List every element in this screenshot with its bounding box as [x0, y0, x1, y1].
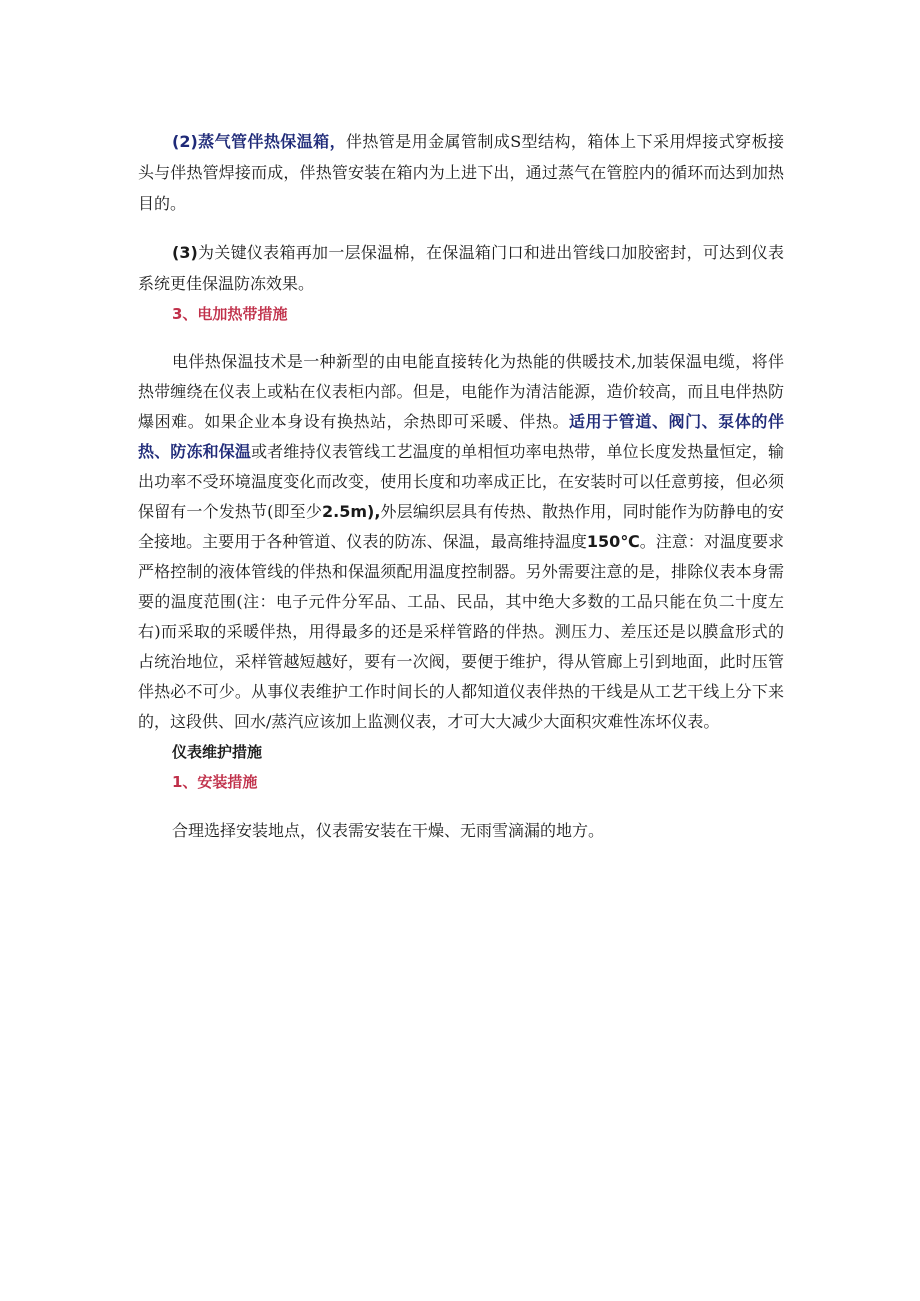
electric-text-mid: 外层编织层具有传热、散热作用，同时能作为防静电的安全接地。主要用于各种管道、仪表的防冻、保温，最高维持温度	[138, 502, 784, 551]
paragraph-installation-location: 合理选择安装地点，仪表需安装在干燥、无雨雪滴漏的地方。	[172, 821, 605, 840]
heading-installation-measures: 1、安装措施	[172, 773, 258, 791]
insulation-label: (3)	[172, 243, 198, 262]
electric-text-end: 。注意：对温度要求严格控制的液体管线的伴热和保温须配用温度控制器。另外需要注意的是，排除仪表本身需要的温度范围(注：电子元件分军品、工品、民品，其中绝大多数的工品只能在负二十度左右)而采取的采暖伴热，用得最多的还是采样管路的伴热。测压力、差压还是以膜盒形式的占统治地位，采样管越短越好，要有一次阀，要便于维护，得从管廊上引到地面，此时压管伴热必不可少。从事仪表维护工作时间长的人都知道仪表伴热的干线是从工艺干线上分下来的，这段供、回水/蒸汽应该加上监测仪表，才可大大减少大面积灾难性冻坏仪表。	[138, 532, 784, 731]
temperature-value: 150℃	[586, 532, 640, 551]
length-value: 2.5m),	[321, 502, 381, 521]
electric-text-body: 或者维持仪表管线工艺温度的单相恒功率电热带，单位长度发热量恒定，输出功率不受环境温度变化而改变，使用长度和功率成正比，在安装时可以任意剪接，但必须保留有一个发热节(即至少	[138, 442, 784, 521]
paragraph-electric-tracing	[138, 347, 784, 737]
insulation-text: 为关键仪表箱再加一层保温棉，在保温箱门口和进出管线口加胶密封，可达到仪表系统更佳保温防冻效果。	[138, 243, 784, 293]
document-page	[138, 126, 784, 846]
paragraph-insulation-cotton	[138, 237, 784, 299]
steam-box-label: (2)蒸气管伴热保温箱，	[172, 132, 346, 151]
electric-highlight: 适用于管道、阀门、泵体的伴热、防冻和保温	[138, 412, 784, 461]
steam-box-text: 伴热管是用金属管制成S型结构，箱体上下采用焊接式穿板接头与伴热管焊接而成，伴热管安装在箱内为上进下出，通过蒸气在管腔内的循环而达到加热目的。	[138, 132, 784, 213]
heading-maintenance-measures: 仪表维护措施	[172, 743, 263, 761]
paragraph-steam-tracing-box	[138, 126, 784, 219]
electric-text-intro: 电伴热保温技术是一种新型的由电能直接转化为热能的供暖技术,加装保温电缆，将伴热带缠绕在仪表上或粘在仪表柜内部。但是，电能作为清洁能源，造价较高，而且电伴热防爆困难。如果企业本身设有换热站，余热即可采暖、伴热。	[138, 352, 784, 431]
heading-electric-heating: 3、电加热带措施	[172, 305, 288, 323]
